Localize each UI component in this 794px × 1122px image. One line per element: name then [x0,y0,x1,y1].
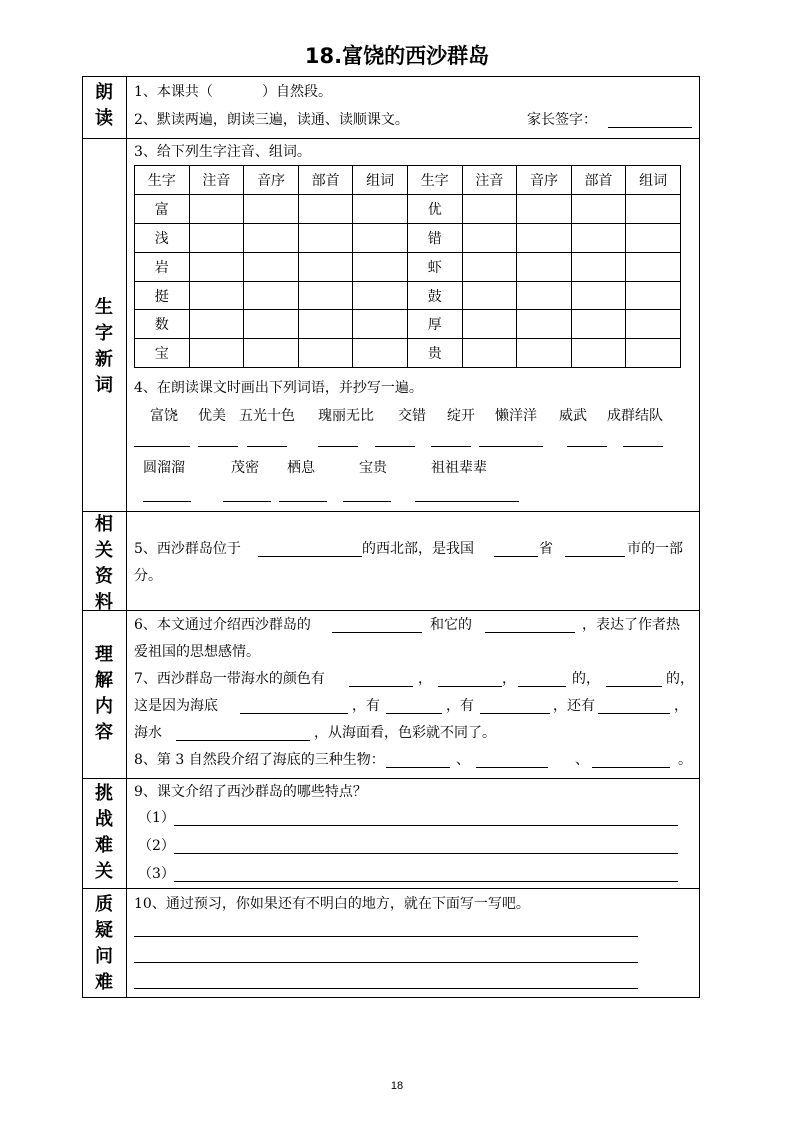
table-header-cell: 注音 [462,166,517,195]
q7-text-d: ，从海面看，色彩就不同了。 [314,725,496,741]
copy-blank[interactable] [134,446,190,447]
blank-cell[interactable] [298,310,353,339]
char-cell: 厚 [407,310,462,339]
blank-cell[interactable] [462,281,517,310]
word: 成群结队 [607,408,663,424]
q6-blank-2[interactable] [485,632,575,633]
q7-text-haiyou: ，还有 [553,698,595,714]
q9-item-label: （1） [138,810,175,826]
q5-blank-city[interactable] [565,556,625,557]
blank-cell[interactable] [571,194,626,223]
char-cell: 富 [135,194,190,223]
q7-text-b: 这是因为海底 [134,698,218,714]
word: 懒洋洋 [495,408,537,424]
copy-blank[interactable] [623,446,663,447]
row-divider [82,888,700,889]
q6-text-c: ，表达了作者热 [582,617,680,633]
char-cell: 贵 [407,339,462,368]
blank-cell[interactable] [353,194,408,223]
blank-cell[interactable] [298,194,353,223]
word: 优美 [198,408,226,424]
word: 富饶 [150,408,178,424]
section-label-questions: 质 疑 问 难 [95,894,113,993]
q7-blank-color-2[interactable] [438,686,502,687]
q5-text-d: 市的一部 [627,541,683,557]
table-row [135,252,681,281]
word: 祖祖辈辈 [431,460,487,476]
copy-blank[interactable] [415,501,519,502]
char-cell: 岩 [135,252,190,281]
q9-text: 9、课文介绍了西沙群岛的哪些特点？ [134,784,367,800]
row-divider [82,511,700,512]
word: 瑰丽无比 [318,408,374,424]
table-header-cell: 生字 [135,166,190,195]
table-header-cell: 组词 [353,166,408,195]
section-label-understand: 理 解 内 容 [95,644,113,743]
char-cell: 挺 [135,281,190,310]
section-label-challenge: 挑 战 难 关 [95,783,113,882]
copy-blank[interactable] [375,446,415,447]
copy-blank[interactable] [431,446,471,447]
blank-cell[interactable] [626,223,681,252]
word: 绽开 [447,408,475,424]
blank-cell[interactable] [353,339,408,368]
table-row [135,310,681,339]
blank-cell[interactable] [189,194,244,223]
q7-blank-seabed-4[interactable] [598,713,670,714]
q7-blank-seawater[interactable] [176,740,310,741]
q1-text-b: ）自然段。 [262,84,332,100]
row-divider [82,610,700,611]
q7-comma: ， [418,671,432,687]
q7-blank-color-1[interactable] [349,686,413,687]
table-header-cell: 注音 [189,166,244,195]
blank-cell[interactable] [517,281,572,310]
blank-cell[interactable] [353,281,408,310]
q8-blank-1[interactable] [386,767,450,768]
copy-blank[interactable] [247,446,287,447]
q9-item-label: （2） [138,838,175,854]
row-divider [82,778,700,779]
character-table [134,165,681,368]
blank-cell[interactable] [626,310,681,339]
table-row [135,281,681,310]
blank-cell[interactable] [244,310,299,339]
char-cell: 数 [135,310,190,339]
word: 威武 [559,408,587,424]
q8-dun: 、 [575,752,589,768]
table-header-row [135,166,681,195]
blank-cell[interactable] [298,281,353,310]
blank-cell[interactable] [571,223,626,252]
blank-cell[interactable] [298,252,353,281]
row-divider [82,138,700,139]
table-header-cell: 生字 [407,166,462,195]
copy-blank[interactable] [318,446,358,447]
page-title: 18.富饶的西沙群岛 [304,44,490,68]
word: 宝贵 [359,460,387,476]
q9-answer-line[interactable] [174,881,678,882]
q8-dun: 、 [456,752,470,768]
copy-blank[interactable] [198,446,238,447]
q7-blank-seabed-1[interactable] [240,713,348,714]
table-row [135,223,681,252]
blank-cell[interactable] [244,223,299,252]
word: 圆溜溜 [143,460,185,476]
q6-text-a: 6、本文通过介绍西沙群岛的 [134,617,311,633]
q5-text-b: 的西北部，是我国 [362,541,474,557]
q7-text-you-2: ，有 [446,698,474,714]
blank-cell[interactable] [571,310,626,339]
table-header-cell: 组词 [626,166,681,195]
page-number: 18 [390,1080,404,1092]
q8-text-a: 8、第 3 自然段介绍了海底的三种生物： [134,752,385,768]
parent-sign-label: 家长签字： [527,112,597,128]
q5-text-e: 分。 [134,568,162,584]
blank-cell[interactable] [517,252,572,281]
copy-blank[interactable] [343,501,391,502]
blank-cell[interactable] [462,310,517,339]
label-column-divider [126,76,127,998]
table-header-cell: 部首 [571,166,626,195]
q6-text-d: 爱祖国的思想感情。 [134,644,260,660]
q5-blank-province[interactable] [494,556,538,557]
q3-text: 3、给下列生字注音、组词。 [134,144,311,160]
q10-answer-line[interactable] [134,936,638,937]
copy-blank[interactable] [567,446,607,447]
blank-cell[interactable] [189,252,244,281]
blank-cell[interactable] [571,281,626,310]
section-label-read: 朗 读 [95,82,113,129]
section-label-related: 相 关 资 料 [95,514,113,613]
blank-cell[interactable] [517,339,572,368]
blank-cell[interactable] [189,281,244,310]
q5-text-a: 5、西沙群岛位于 [134,541,241,557]
q9-answer-line[interactable] [174,825,678,826]
blank-cell[interactable] [189,223,244,252]
q1-text-a: 1、本课共（ [134,84,213,100]
q4-text: 4、在朗读课文时画出下列词语，并抄写一遍。 [134,380,423,396]
word: 栖息 [287,460,315,476]
blank-cell[interactable] [353,252,408,281]
q2-text: 2、默读两遍，朗读三遍，读通、读顺课文。 [134,112,409,128]
table-header-cell: 音序 [244,166,299,195]
q10-answer-line[interactable] [134,962,638,963]
copy-blank[interactable] [479,446,543,447]
q7-text-de-2: 的， [666,671,694,687]
blank-cell[interactable] [244,339,299,368]
table-row [135,339,681,368]
q9-answer-line[interactable] [174,853,678,854]
blank-cell[interactable] [517,223,572,252]
blank-cell[interactable] [244,194,299,223]
q7-text-c: 海水 [134,725,162,741]
table-row [135,194,681,223]
q5-blank-location[interactable] [258,556,362,557]
blank-cell[interactable] [517,194,572,223]
blank-cell[interactable] [298,223,353,252]
q7-text-you-1: ，有 [352,698,380,714]
blank-cell[interactable] [626,252,681,281]
blank-cell[interactable] [353,310,408,339]
char-cell: 鼓 [407,281,462,310]
q7-blank-seabed-3[interactable] [480,713,550,714]
q7-comma: ， [674,698,688,714]
copy-blank[interactable] [223,501,271,502]
blank-cell[interactable] [244,252,299,281]
blank-cell[interactable] [462,223,517,252]
char-cell: 优 [407,194,462,223]
q7-comma: ， [502,671,516,687]
blank-cell[interactable] [189,310,244,339]
q7-blank-color-3[interactable] [518,686,566,687]
copy-blank[interactable] [279,501,327,502]
word: 五光十色 [239,408,295,424]
blank-cell[interactable] [517,310,572,339]
blank-cell[interactable] [626,339,681,368]
q10-answer-line[interactable] [134,988,638,989]
q7-text-a: 7、西沙群岛一带海水的颜色有 [134,671,325,687]
q6-blank-1[interactable] [332,632,422,633]
char-cell: 宝 [135,339,190,368]
table-header-cell: 音序 [517,166,572,195]
char-cell: 错 [407,223,462,252]
q8-blank-2[interactable] [476,767,548,768]
table-header-cell: 部首 [298,166,353,195]
word: 茂密 [231,460,259,476]
q10-text: 10、通过预习，你如果还有不明白的地方，就在下面写一写吧。 [134,896,530,912]
char-cell: 浅 [135,223,190,252]
parent-sign-field[interactable] [608,127,692,128]
q5-text-c: 省 [539,541,553,557]
blank-cell[interactable] [626,281,681,310]
q7-text-de-1: 的， [572,671,600,687]
blank-cell[interactable] [626,194,681,223]
section-label-words: 生 字 新 词 [95,297,113,396]
blank-cell[interactable] [462,252,517,281]
q8-blank-3[interactable] [592,767,670,768]
blank-cell[interactable] [353,223,408,252]
blank-cell[interactable] [462,194,517,223]
q7-blank-seabed-2[interactable] [386,713,442,714]
blank-cell[interactable] [244,281,299,310]
q6-text-b: 和它的 [430,617,472,633]
q8-period: 。 [678,752,692,768]
blank-cell[interactable] [298,339,353,368]
blank-cell[interactable] [571,252,626,281]
blank-cell[interactable] [189,339,244,368]
word: 交错 [398,408,426,424]
blank-cell[interactable] [571,339,626,368]
q9-item-label: （3） [138,866,175,882]
copy-blank[interactable] [143,501,191,502]
q7-blank-color-4[interactable] [606,686,662,687]
blank-cell[interactable] [462,339,517,368]
char-cell: 虾 [407,252,462,281]
